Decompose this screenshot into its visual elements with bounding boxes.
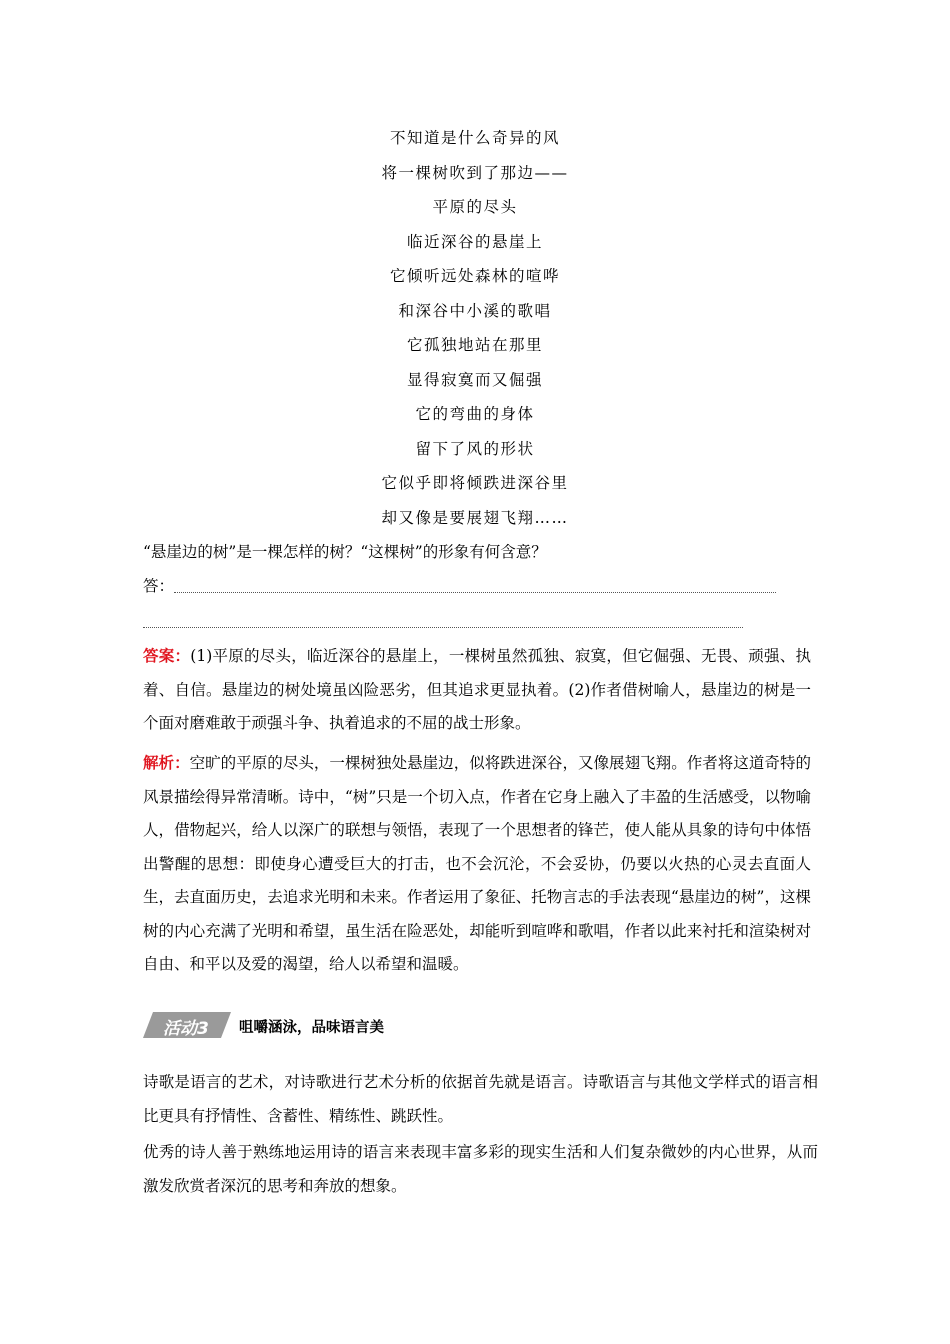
poem-line: 它的弯曲的身体 xyxy=(415,405,535,423)
answer-line xyxy=(143,627,743,628)
analysis-label: 解析： xyxy=(143,754,190,772)
poem xyxy=(0,124,950,538)
poem-line: 临近深谷的悬崖上 xyxy=(406,232,543,251)
activity-title: 咀嚼涵泳，品味语言美 xyxy=(239,1020,384,1036)
poem-line: 却又像是要展翅飞翔…… xyxy=(381,508,569,527)
answer-paragraph xyxy=(143,640,811,741)
poem-line: 显得寂寞而又倔强 xyxy=(406,370,543,389)
question-text: “悬崖边的树”是一棵怎样的树？“这棵树”的形象有何含意？ xyxy=(143,543,547,561)
poem-line: 不知道是什么奇异的风 xyxy=(389,129,560,147)
body-paragraph-2: 优秀的诗人善于熟练地运用诗的语言来表现丰富多彩的现实生活和人们复杂微妙的内心世界，从而激发欣赏者深沉的思考和奔放的想象。 xyxy=(143,1143,818,1195)
answer-line xyxy=(174,592,776,593)
body-paragraph-1: 诗歌是语言的艺术，对诗歌进行艺术分析的依据首先就是语言。诗歌语言与其他文学样式的语言相比更具有抒情性、含蓄性、精练性、跳跃性。 xyxy=(143,1073,818,1125)
answer-text: (1)平原的尽头，临近深谷的悬崖上，一棵树虽然孤独、寂寞，但它倔强、无畏、顽强、执着、自信。悬崖边的树处境虽凶险恶劣，但其追求更显执着。(2)作者借树喻人，悬崖边的树是一个面对磨难敢于顽强斗争、执着追求的不屈的战士形象。 xyxy=(143,647,811,732)
poem-line: 它倾听远处森林的喧哗 xyxy=(389,267,560,285)
poem-line: 它孤独地站在那里 xyxy=(406,336,543,354)
poem-line: 和深谷中小溪的歌唱 xyxy=(398,301,552,320)
activity-header xyxy=(143,1012,643,1040)
analysis-paragraph xyxy=(143,747,811,982)
poem-line: 留下了风的形状 xyxy=(415,439,535,458)
poem-line: 它似乎即将倾跌进深谷里 xyxy=(381,474,569,492)
analysis-text: 空旷的平原的尽头，一棵树独处悬崖边，似将跌进深谷，又像展翅飞翔。作者将这道奇特的风景描绘得异常清晰。诗中，“树”只是一个切入点，作者在它身上融入了丰盈的生活感受，以物喻人，借物起兴，给人以深广的联想与领悟，表现了一个思想者的锋芒，使人能从具象的诗句中体悟出警醒的思想：即使身心遭受巨大的打击，也不会沉沦，不会妥协，仍要以火热的心灵去直面人生，去直面历史，去追求光明和未来。作者运用了象征、托物言志的手法表现“悬崖边的树”，这棵树的内心充满了光明和希望，虽生活在险恶处，却能听到喧哗和歌唱，作者以此来衬托和渲染树对自由、和平以及爱的渴望，给人以希望和温暖。 xyxy=(143,754,811,973)
answer-label: 答案： xyxy=(143,647,191,665)
poem-line: 将一棵树吹到了那边—— xyxy=(381,163,569,182)
answer-field-label: 答： xyxy=(143,577,175,595)
poem-line: 平原的尽头 xyxy=(432,198,518,216)
answer-field[interactable] xyxy=(143,575,783,597)
activity-badge: 活动3 xyxy=(163,1019,209,1039)
